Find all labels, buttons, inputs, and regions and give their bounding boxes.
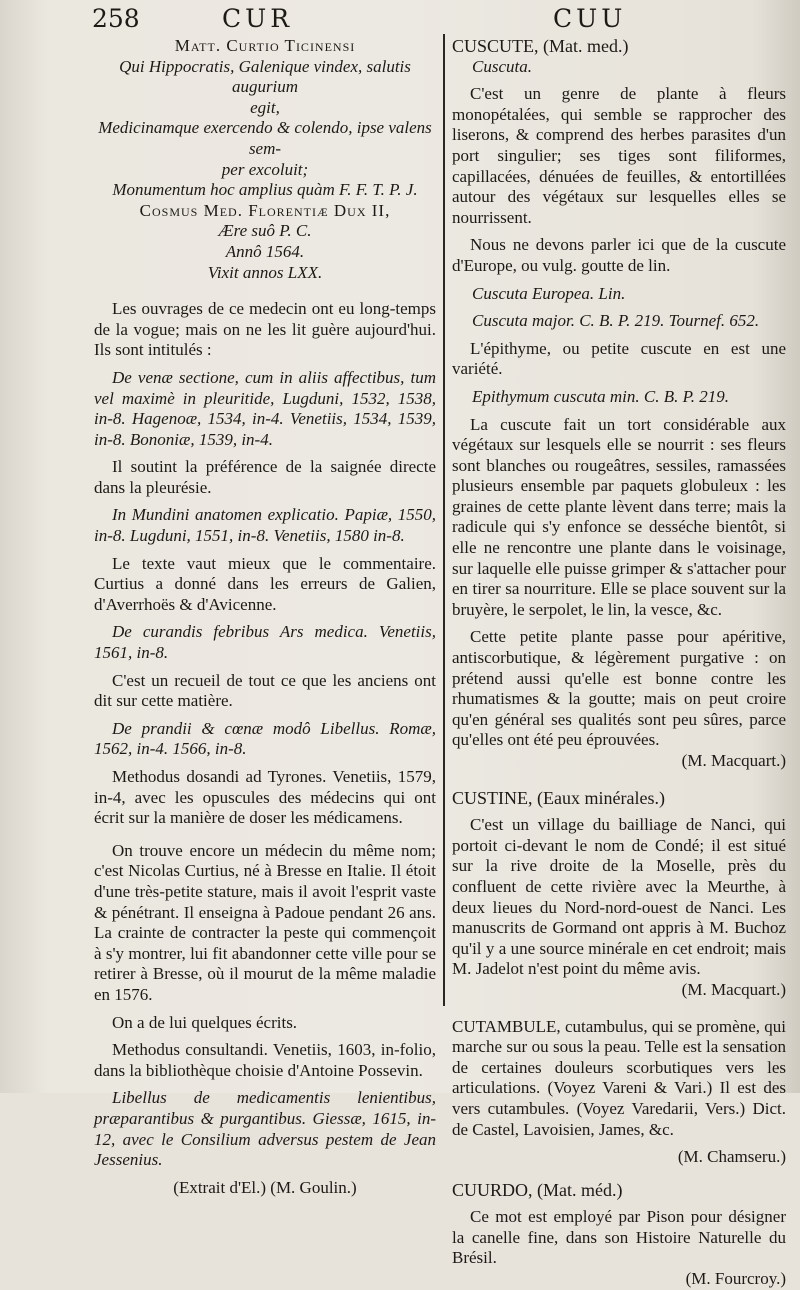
epitaph-line: per excoluit; xyxy=(221,159,309,179)
right-column xyxy=(452,36,786,1290)
epitaph-line: Vixit annos LXX. xyxy=(207,262,323,282)
epitaph-line: Medicinamque exercendo & colendo, ipse valens sem- xyxy=(98,118,432,158)
synonym-line: Cuscuta major. C. B. P. 219. Tournef. 652. xyxy=(472,311,760,331)
bibliography-entry: De prandii & cœnæ modô Libellus. Romæ, 1562, in-4. 1566, in-8. xyxy=(94,718,436,759)
entry-cutambule: CUTAMBULE, cutambulus, qui se promène, qui marche sur ou sous la peau. Telle est la sensation de certaines douleurs scorbutiques vers les articulations. (Voyez Vareni & Vari.) Il est des vers cutambules. (Voyez Varedarii, Vers.) Dict. de Castel, Lavoisien, James, &c. xyxy=(452,1016,786,1139)
paragraph-recueil: C'est un recueil de tout ce que les anciens ont dit sur cette matière. xyxy=(94,670,436,711)
entry-heading-cuurdo: CUURDO, (Mat. méd.) xyxy=(452,1179,623,1200)
paragraph-nicolas: On trouve encore un médecin du même nom; c'est Nicolas Curtius, né à Bresse en Italie. Il étoit d'une très-petite stature, mais il avoit l'esprit vaste & pénétrant. Il enseigna à Padoue pendant 26 ans. La crainte de contracter la peste qui commençoit à s'y montrer, lui fit abandonner cette ville pour se retirer à Bresse, où il mourut de la même maladie en 1576. xyxy=(94,840,436,1004)
epitaph-line: Ære suô P. C. xyxy=(218,221,312,241)
bibliography-entry: Libellus de medicamentis lenientibus, præparantibus & purgantibus. Giessæ, 1615, in-12, avec le Consilium adversus pestem de Jean Jessenius. xyxy=(94,1088,436,1170)
paragraph-saignee: Il soutint la préférence de la saignée directe dans la pleurésie. xyxy=(94,457,436,497)
paragraph-ecrits: On a de lui quelques écrits. xyxy=(112,1012,298,1032)
author-signature: (M. Chamseru.) xyxy=(677,1147,786,1167)
page-number: 258 xyxy=(92,4,140,33)
bibliography-entry: Methodus consultandi. Venetiis, 1603, in-folio, dans la bibliothèque choisie d'Antoine Possevin. xyxy=(94,1040,436,1080)
author-signature: (M. Macquart.) xyxy=(681,751,786,770)
bibliography-entry: De curandis febribus Ars medica. Venetiis, 1561, in-8. xyxy=(94,622,436,663)
paragraph-cuurdo: Ce mot est employé par Pison pour désigner la canelle fine, dans son Histoire Naturelle du Brésil. xyxy=(452,1207,786,1268)
synonym-line: Cuscuta Europea. Lin. xyxy=(472,283,626,303)
page-header xyxy=(0,2,800,32)
epitaph-line: Monumentum hoc amplius quàm F. F. T. P. J. xyxy=(112,180,418,200)
synonym-line: Epithymum cuscuta min. C. B. P. 219. xyxy=(472,386,730,406)
paragraph-aperitive: Cette petite plante passe pour apéritive, antiscorbutique, & légèrement purgative : on prétend aussi qu'elle est bonne contre les rhumatismes & la goutte; mais on peut croire qu'en général ses qualités sont peu sûres, parce qu'elles ont été peu éprouvées. xyxy=(452,627,786,750)
paragraph-texte: Le texte vaut mieux que le commentaire. Curtius a donné dans les erreurs de Galien, d'Averrhoës & d'Avicenne. xyxy=(94,553,436,614)
left-column xyxy=(94,36,436,1198)
bibliography-entry: De venæ sectione, cum in aliis affectibus, tum vel maximè in pleuritide, Lugduni, 1532, 1538, in-8. Hagenoæ, 1534, in-4. Venetiis, 1534, 1539, in-8. Bononiæ, 1539, in-4. xyxy=(94,367,436,449)
epitaph-line: Matt. Curtio Ticinensi xyxy=(174,36,356,55)
author-signature: (M. Macquart.) xyxy=(681,979,786,999)
right-running-head: CUU xyxy=(553,4,627,33)
entry-heading-cuscute: CUSCUTE, (Mat. med.) xyxy=(452,36,629,56)
paragraph-ouvrages: Les ouvrages de ce medecin ont eu long-temps de la vogue; mais on ne les lit guère aujourd'hui. Ils sont intitulés : xyxy=(94,299,436,360)
epitaph-line: egit, xyxy=(250,97,280,117)
epitaph-line: Cosmus Med. Florentiæ Dux II, xyxy=(139,200,391,220)
entry-heading-custine: CUSTINE, (Eaux minérales.) xyxy=(452,787,665,808)
paragraph-genre: C'est un genre de plante à fleurs monopétalées, qui semble se rapprocher des liserons, & comprend des herbes parasites d'un port singulier; ses tiges sont filiformes, capillacées, dénuées de feuilles, & entortillées autour des végétaux sur lesquelles elles se nourrissent. xyxy=(452,84,786,227)
paragraph-tort: La cuscute fait un tort considérable aux végétaux sur lesquels elle se nourrit : ses fleurs sont blanches ou rougeâtres, sessiles, ramassées plusieurs ensemble par paquets globuleux : les graines de cette plante lèvent dans terre; mais la radicule qui s'y enfonce se desséche bientôt, si elle ne rencontre une plante dans le voisinage, sur laquelle elle puisse grimper & s'attacher pour en tirer sa nourriture. Elle se place souvent sur la bruyère, le serpolet, le lin, la vesce, &c. xyxy=(452,414,786,619)
author-signature: (Extrait d'El.) (M. Goulin.) xyxy=(173,1177,357,1197)
author-signature: (M. Fourcroy.) xyxy=(685,1269,786,1289)
epitaph-line: Annô 1564. xyxy=(225,241,305,261)
left-running-head: CUR xyxy=(222,4,294,33)
epitaph-line: Qui Hippocratis, Galenique vindex, salutis augurium xyxy=(119,56,411,97)
paragraph-epithyme: L'épithyme, ou petite cuscute en est une variété. xyxy=(452,338,786,379)
bibliography-entry: In Mundini anatomen explicatio. Papiæ, 1550, in-8. Lugduni, 1551, in-8. Venetiis, 1580 in-8. xyxy=(94,505,436,546)
latin-name: Cuscuta. xyxy=(472,56,532,76)
paragraph-europe: Nous ne devons parler ici que de la cuscute d'Europe, ou vulg. goutte de lin. xyxy=(452,235,786,275)
bibliography-entry: Methodus dosandi ad Tyrones. Venetiis, 1579, in-4, avec les opuscules des médecins qui ont écrit sur la manière de doser les médicamens. xyxy=(94,767,436,828)
paragraph-custine: C'est un village du bailliage de Nanci, qui portoit ci-devant le nom de Condé; il est situé sur la rive droite de la Moselle, près du confluent de cette rivière avec la Meurthe, à deux lieues du Nord-nord-ouest de Nanci. Les manuscrits de Gormand ont appris à M. Buchoz qu'il y a une source minérale en cet endroit; mais M. Jadelot n'est point du même avis. xyxy=(452,815,786,979)
column-divider xyxy=(443,34,445,1006)
